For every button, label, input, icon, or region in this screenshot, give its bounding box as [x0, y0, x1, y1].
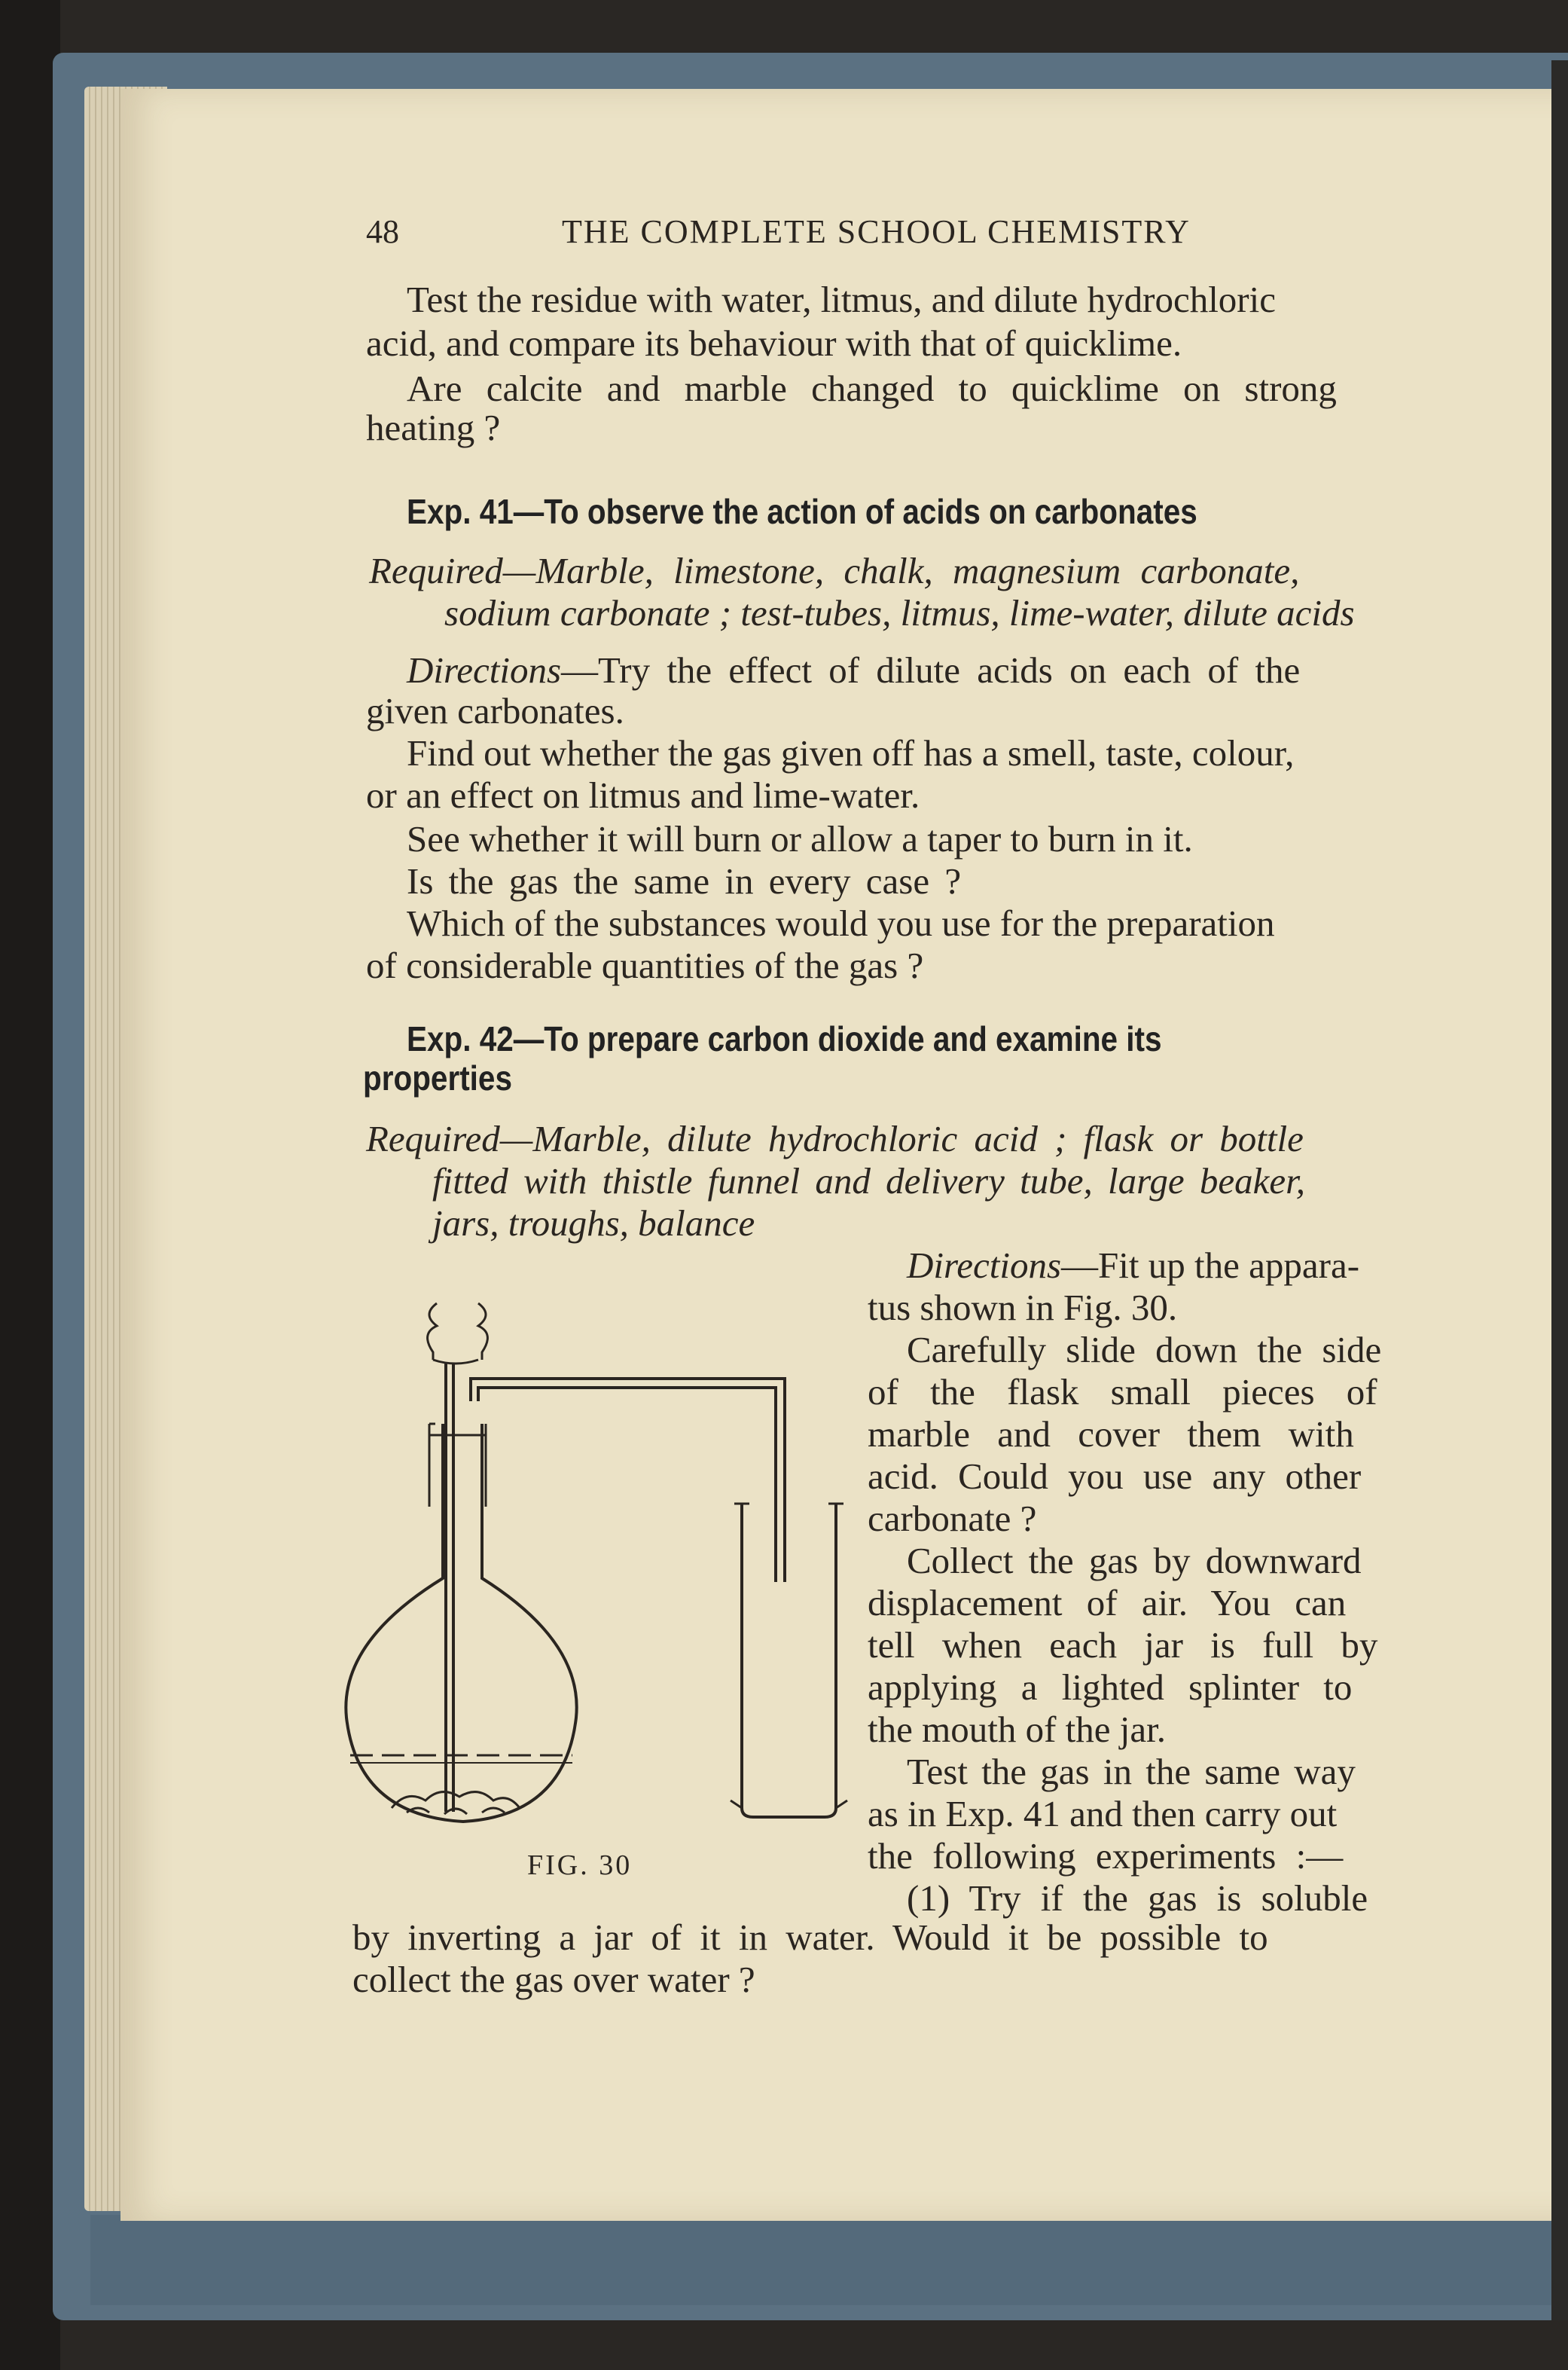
- exp42-heading: properties: [363, 1058, 512, 1098]
- exp42-heading: Exp. 42—To prepare carbon dioxide and examine its: [407, 1019, 1162, 1058]
- exp41-directions-line: Find out whether the gas given off has a smell, taste, colour,: [407, 732, 1295, 774]
- exp42-directions-line: displacement of air. You can: [868, 1582, 1347, 1623]
- intro-line: Are calcite and marble changed to quicklime on strong: [407, 368, 1337, 409]
- exp42-directions-line: (1) Try if the gas is soluble: [907, 1877, 1368, 1919]
- exp42-required-line: Required—Marble, dilute hydrochloric acid ; flask or bottle: [366, 1118, 1304, 1159]
- exp42-directions-line: Carefully slide down the side: [907, 1329, 1382, 1370]
- exp41-directions-line: or an effect on litmus and lime-water.: [366, 774, 920, 816]
- exp41-directions-line: Is the gas the same in every case ?: [407, 860, 962, 902]
- exp42-final-line: collect the gas over water ?: [352, 1959, 755, 2000]
- exp41-required-line: Required—Marble, limestone, chalk, magnesium carbonate,: [369, 550, 1300, 591]
- intro-line: Test the residue with water, litmus, and dilute hydrochloric: [407, 279, 1276, 320]
- exp42-directions-line: Directions—Fit up the appara-: [907, 1245, 1360, 1286]
- exp42-directions-line: marble and cover them with: [868, 1413, 1354, 1455]
- exp42-directions-line: Collect the gas by downward: [907, 1540, 1362, 1581]
- exp41-directions-line: Which of the substances would you use for the preparation: [407, 902, 1275, 944]
- exp42-directions-line: tus shown in Fig. 30.: [868, 1287, 1178, 1328]
- exp41-directions-line: of considerable quantities of the gas ?: [366, 945, 924, 986]
- exp42-directions-line: acid. Could you use any other: [868, 1455, 1362, 1497]
- exp42-directions-line: the following experiments :—: [868, 1835, 1344, 1877]
- exp42-directions-line: the mouth of the jar.: [868, 1709, 1166, 1750]
- exp42-directions-line: Test the gas in the same way: [907, 1751, 1356, 1792]
- intro-line: acid, and compare its behaviour with that of quicklime.: [366, 322, 1182, 364]
- exp41-required-line: sodium carbonate ; test-tubes, litmus, lime-water, dilute acids: [444, 592, 1355, 634]
- figure-caption: FIG. 30: [527, 1849, 633, 1881]
- background-right: [1551, 60, 1568, 2320]
- intro-line: heating ?: [366, 407, 501, 448]
- exp42-directions-line: as in Exp. 41 and then carry out: [868, 1793, 1338, 1834]
- exp42-required-line: fitted with thistle funnel and delivery tube, large beaker,: [432, 1160, 1306, 1202]
- exp42-directions-line: tell when each jar is full by: [868, 1624, 1378, 1666]
- exp41-directions-line: Directions—Try the effect of dilute acids on each of the: [407, 649, 1301, 691]
- apparatus-figure: [324, 1281, 866, 1853]
- page-number: 48: [366, 213, 399, 250]
- exp41-heading: Exp. 41—To observe the action of acids on carbonates: [407, 492, 1197, 531]
- exp41-directions-line: See whether it will burn or allow a taper to burn in it.: [407, 818, 1193, 860]
- book-cover-edge: [90, 2215, 1568, 2305]
- directions-label: Directions: [407, 649, 562, 691]
- exp41-directions-line: given carbonates.: [366, 690, 624, 731]
- exp42-final-line: by inverting a jar of it in water. Would it be possible to: [352, 1916, 1268, 1958]
- exp42-directions-line: carbonate ?: [868, 1498, 1037, 1539]
- directions-label: Directions: [907, 1245, 1062, 1286]
- background-left: [0, 0, 60, 2370]
- exp42-directions-line: of the flask small pieces of: [868, 1371, 1377, 1413]
- exp42-directions-line: applying a lighted splinter to: [868, 1666, 1353, 1708]
- exp42-required-line: jars, troughs, balance: [432, 1202, 755, 1244]
- running-title: THE COMPLETE SCHOOL CHEMISTRY: [562, 213, 1191, 250]
